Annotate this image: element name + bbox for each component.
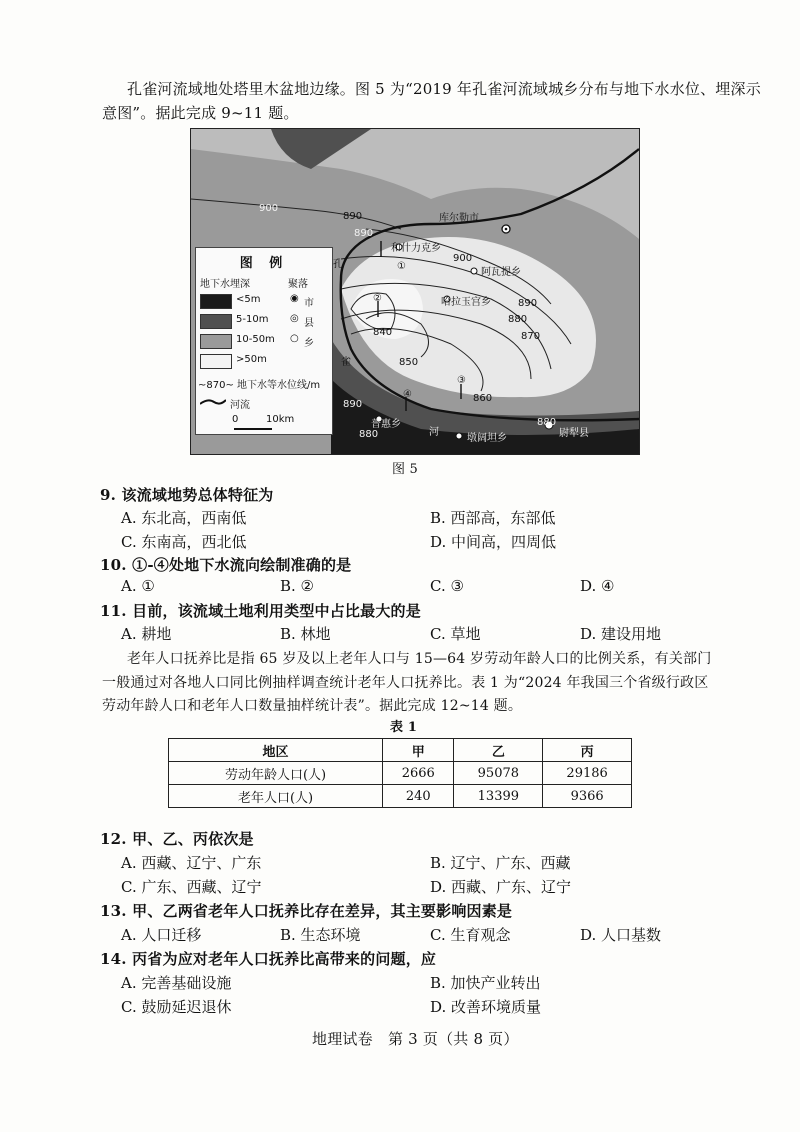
q10-option-a: A. ① — [121, 577, 155, 595]
marker-2: ② — [373, 293, 382, 304]
q14-option-c: C. 鼓励延迟退休 — [121, 998, 232, 1016]
table-header-bing: 丙 — [543, 739, 632, 762]
label-town5: 墩阔坦乡 — [467, 433, 507, 444]
q9-option-c: C. 东南高，西北低 — [121, 533, 247, 551]
q12-option-c: C. 广东、西藏、辽宁 — [121, 878, 262, 896]
legend-county-icon: ◎ — [290, 313, 299, 324]
city-marker-dot — [505, 228, 508, 231]
label-county: 尉犁县 — [559, 428, 589, 439]
intro-line-1: 孔雀河流域地处塔里木盆地边缘。图 5 为“2019 年孔雀河流域城乡分布与地下水水位、埋深示 — [127, 80, 761, 98]
label-river-2: 雀 — [341, 357, 351, 368]
table-cell: 13399 — [454, 785, 543, 808]
legend-town-icon: ○ — [290, 333, 299, 344]
table-header-jia: 甲 — [383, 739, 454, 762]
label-town1: 和什力克乡 — [391, 243, 441, 254]
marker-1: ① — [397, 261, 406, 272]
label-town2: 阿瓦提乡 — [481, 267, 521, 278]
marker-3: ③ — [457, 375, 466, 386]
label-river-3: 河 — [429, 427, 439, 438]
label-c850: 850 — [399, 357, 419, 368]
q14-option-b: B. 加快产业转出 — [430, 974, 541, 992]
legend-settlement-header: 聚落 — [288, 279, 308, 290]
intro2-line-2: 一般通过对各地人口同比例抽样调查统计老年人口抚养比。表 1 为“2024 年我国三个省级行政区 — [102, 675, 709, 691]
intro2-line-1: 老年人口抚养比是指 65 岁及以上老年人口与 15—64 岁劳动年龄人口的比例关系，有关部门 — [127, 651, 712, 667]
q10-option-b: B. ② — [280, 577, 315, 595]
q10-option-d: D. ④ — [580, 577, 615, 595]
q12-option-b: B. 辽宁、广东、西藏 — [430, 854, 571, 872]
legend-scale-bar — [234, 428, 272, 430]
label-c880c: 880 — [537, 417, 557, 428]
marker-4: ④ — [403, 389, 412, 400]
table-cell: 劳动年龄人口(人) — [169, 762, 383, 785]
table-row — [169, 785, 632, 808]
legend-s3: 乡 — [304, 338, 314, 349]
table-cell: 老年人口(人) — [169, 785, 383, 808]
label-river-1: 孔 — [333, 259, 343, 270]
table-cell: 95078 — [454, 762, 543, 785]
legend-contour-number: 870 — [206, 380, 226, 391]
legend-title: 图 例 — [239, 256, 289, 271]
label-c890d: 890 — [354, 228, 374, 239]
q11-option-c: C. 草地 — [430, 625, 481, 643]
table-header-row — [169, 739, 632, 762]
q14-option-a: A. 完善基础设施 — [121, 974, 232, 992]
town5-marker — [456, 433, 462, 439]
label-city: 库尔勒市 — [439, 213, 479, 224]
legend-swatch-10-50 — [200, 334, 232, 349]
q13-option-b: B. 生态环境 — [280, 926, 361, 944]
legend-contour-label: 地下水等水位线/m — [237, 380, 321, 391]
label-c860: 860 — [473, 393, 493, 404]
label-c900b: 900 — [453, 253, 473, 264]
q11-option-b: B. 林地 — [280, 625, 331, 643]
q13-option-a: A. 人口迁移 — [121, 926, 202, 944]
label-town4: 普惠乡 — [371, 419, 401, 430]
q12-option-a: A. 西藏、辽宁、广东 — [121, 854, 262, 872]
table-1 — [168, 738, 632, 808]
legend-scale-10: 10km — [266, 414, 295, 425]
q10-option-c: C. ③ — [430, 577, 464, 595]
label-town3: 哈拉玉宫乡 — [441, 297, 491, 308]
label-c900a: 900 — [259, 203, 279, 214]
label-c880a: 880 — [508, 314, 528, 325]
intro2-line-3: 劳动年龄人口和老年人口数量抽样统计表”。据此完成 12~14 题。 — [102, 698, 523, 714]
legend-depth-header: 地下水埋深 — [200, 279, 250, 290]
q14-option-d: D. 改善环境质量 — [430, 998, 542, 1016]
label-c870: 870 — [521, 331, 541, 342]
label-c890a: 890 — [343, 211, 363, 222]
legend-s1: 市 — [304, 298, 314, 309]
legend-d4: >50m — [236, 354, 267, 365]
q11-stem: 11. 目前，该流域土地利用类型中占比最大的是 — [100, 602, 421, 620]
legend-swatch-lt5 — [200, 294, 232, 309]
q9-option-d: D. 中间高，四周低 — [430, 533, 557, 551]
legend-d2: 5-10m — [236, 314, 269, 325]
legend-contour-row: ~870~ 地下水等水位线/m — [198, 380, 321, 391]
q11-option-d: D. 建设用地 — [580, 625, 662, 643]
label-c890c: 890 — [343, 399, 363, 410]
table-header-yi: 乙 — [454, 739, 543, 762]
map-legend — [195, 247, 333, 435]
label-c840: 840 — [373, 327, 393, 338]
q12-stem: 12. 甲、乙、丙依次是 — [100, 830, 254, 848]
legend-river-line — [200, 396, 226, 408]
q13-stem: 13. 甲、乙两省老年人口抚养比存在差异，其主要影响因素是 — [100, 902, 513, 920]
q13-option-c: C. 生育观念 — [430, 926, 511, 944]
legend-scale-0: 0 — [232, 414, 239, 425]
legend-river: 河流 — [230, 400, 250, 411]
legend-s2: 县 — [304, 318, 314, 329]
label-c890b: 890 — [518, 298, 538, 309]
legend-d1: <5m — [236, 294, 261, 305]
legend-swatch-5-10 — [200, 314, 232, 329]
figure-5-map — [190, 128, 640, 455]
label-c880b: 880 — [359, 429, 379, 440]
table-cell: 240 — [383, 785, 454, 808]
legend-d3: 10-50m — [236, 334, 275, 345]
q9-stem: 9. 该流域地势总体特征为 — [100, 486, 274, 504]
q11-option-a: A. 耕地 — [121, 625, 172, 643]
q9-option-b: B. 西部高，东部低 — [430, 509, 556, 527]
legend-city-icon: ◉ — [290, 293, 299, 304]
table-caption: 表 1 — [390, 720, 418, 735]
table-row — [169, 762, 632, 785]
table-cell: 9366 — [543, 785, 632, 808]
q14-stem: 14. 丙省为应对老年人口抚养比高带来的问题，应 — [100, 950, 437, 968]
q13-option-d: D. 人口基数 — [580, 926, 662, 944]
legend-swatch-gt50 — [200, 354, 232, 369]
intro-line-2: 意图”。据此完成 9~11 题。 — [102, 104, 299, 122]
figure-caption: 图 5 — [392, 462, 419, 477]
town2-marker — [471, 268, 477, 274]
table-header-region: 地区 — [169, 739, 383, 762]
q9-option-a: A. 东北高，西南低 — [121, 509, 247, 527]
table-cell: 29186 — [543, 762, 632, 785]
table-cell: 2666 — [383, 762, 454, 785]
q12-option-d: D. 西藏、广东、辽宁 — [430, 878, 572, 896]
page-footer: 地理试卷 第 3 页（共 8 页） — [312, 1030, 519, 1048]
q10-stem: 10. ①-④处地下水流向绘制准确的是 — [100, 556, 352, 574]
